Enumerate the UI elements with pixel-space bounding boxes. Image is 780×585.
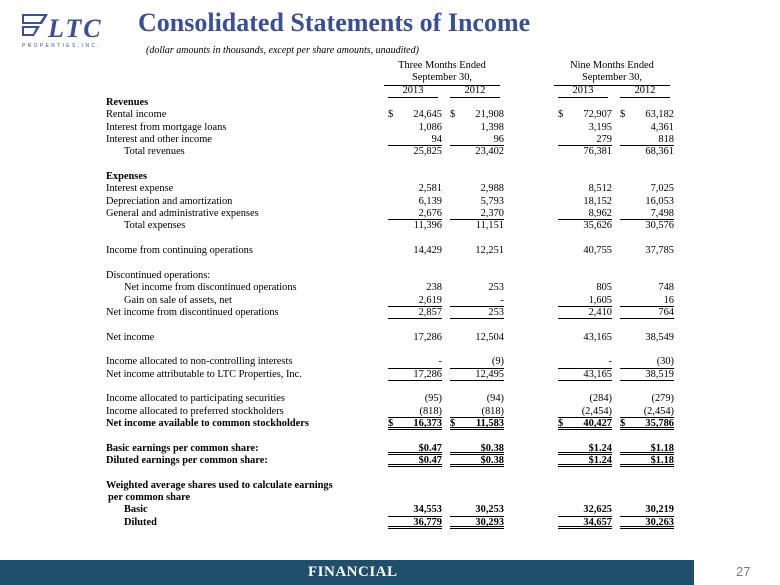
row-label: Net income bbox=[106, 331, 155, 343]
value-cell bbox=[620, 406, 674, 418]
column-header-row-2 bbox=[106, 72, 666, 84]
table-row bbox=[106, 368, 674, 381]
value-cell bbox=[388, 455, 442, 467]
row-label: Net income from discontinued operations bbox=[106, 306, 279, 318]
table-row bbox=[106, 306, 674, 319]
value-text: 24,645 bbox=[413, 109, 442, 121]
value-cell bbox=[620, 332, 674, 344]
value-cell bbox=[388, 208, 442, 220]
value-text: 36,779 bbox=[413, 516, 442, 528]
value-text: 764 bbox=[658, 306, 674, 318]
value-text: 2,676 bbox=[418, 208, 442, 220]
value-cell bbox=[450, 146, 504, 158]
value-cell bbox=[388, 134, 442, 146]
value-text: 30,253 bbox=[475, 504, 504, 516]
dollar-sign: $ bbox=[558, 417, 564, 429]
value-text: 14,429 bbox=[413, 245, 442, 257]
table-row bbox=[106, 393, 674, 405]
value-text: (284) bbox=[589, 393, 612, 405]
value-cell bbox=[388, 393, 442, 405]
three-months-header: Three Months Ended bbox=[398, 60, 486, 71]
value-cell bbox=[388, 122, 442, 134]
value-cell bbox=[558, 517, 612, 529]
value-cell bbox=[558, 393, 612, 405]
value-cell bbox=[558, 183, 612, 195]
income-statement-table bbox=[106, 60, 674, 529]
year-header-row bbox=[106, 85, 666, 97]
dollar-sign: $ bbox=[558, 109, 564, 121]
shares-heading-row bbox=[106, 492, 666, 504]
value-cell bbox=[450, 418, 504, 430]
footer-label: FINANCIAL bbox=[308, 564, 398, 580]
discontinued-heading: Discontinued operations: bbox=[106, 269, 211, 281]
value-text: 8,512 bbox=[588, 183, 612, 195]
value-cell bbox=[620, 109, 674, 121]
logo-subtext: P R O P E R T I E S , I N C . bbox=[22, 43, 100, 49]
spacer-row bbox=[106, 430, 666, 442]
value-text: 4,361 bbox=[650, 121, 674, 133]
table-row bbox=[106, 220, 674, 232]
value-text: 18,152 bbox=[583, 195, 612, 207]
page-subtitle: (dollar amounts in thousands, except per share amounts, unaudited) bbox=[146, 45, 419, 56]
value-text: 2,857 bbox=[418, 306, 442, 318]
value-text: 21,908 bbox=[475, 109, 504, 121]
table-row bbox=[106, 405, 674, 418]
value-text: 30,219 bbox=[645, 504, 674, 516]
value-text: - bbox=[438, 356, 442, 368]
spacer-row bbox=[106, 344, 666, 356]
value-cell bbox=[620, 183, 674, 195]
value-cell bbox=[620, 208, 674, 220]
value-cell bbox=[388, 109, 442, 121]
value-cell bbox=[388, 220, 442, 232]
dollar-sign: $ bbox=[388, 417, 394, 429]
value-cell bbox=[558, 295, 612, 307]
value-cell bbox=[450, 245, 504, 257]
value-cell bbox=[620, 134, 674, 146]
spacer-row bbox=[106, 258, 666, 270]
value-cell bbox=[620, 282, 674, 294]
value-text: $1.18 bbox=[650, 455, 674, 466]
value-text: 43,165 bbox=[583, 331, 612, 343]
value-cell bbox=[558, 208, 612, 220]
value-cell bbox=[450, 455, 504, 467]
value-cell bbox=[620, 455, 674, 467]
value-cell bbox=[388, 418, 442, 430]
value-cell bbox=[450, 393, 504, 405]
value-text: 1,398 bbox=[480, 121, 504, 133]
table-row bbox=[106, 294, 674, 307]
value-text: 30,263 bbox=[645, 516, 674, 528]
value-text: 279 bbox=[596, 134, 612, 146]
value-cell bbox=[558, 332, 612, 344]
value-text: 11,396 bbox=[413, 220, 442, 232]
table-row bbox=[106, 516, 674, 529]
value-text: 35,786 bbox=[645, 417, 674, 429]
row-label: Income allocated to participating securities bbox=[106, 393, 285, 405]
value-text: 25,825 bbox=[413, 146, 442, 158]
value-text: 8,962 bbox=[588, 208, 612, 220]
value-cell bbox=[450, 183, 504, 195]
spacer-row bbox=[106, 319, 666, 331]
value-cell bbox=[558, 504, 612, 516]
value-text: 11,583 bbox=[475, 417, 504, 429]
year-header: 2012 bbox=[450, 85, 500, 98]
three-months-period-header: September 30, bbox=[384, 72, 500, 85]
year-header: 2013 bbox=[558, 85, 608, 98]
value-cell bbox=[450, 369, 504, 381]
value-cell bbox=[558, 356, 612, 368]
table-row bbox=[106, 331, 674, 344]
spacer-row bbox=[106, 159, 666, 171]
value-text: 748 bbox=[658, 282, 674, 294]
value-text: $1.24 bbox=[588, 442, 612, 454]
value-text: 32,625 bbox=[583, 504, 612, 516]
value-text: 5,793 bbox=[480, 195, 504, 207]
page-number: 27 bbox=[736, 564, 751, 579]
spacer-row bbox=[106, 381, 666, 393]
table-row bbox=[106, 195, 674, 208]
value-text: 76,381 bbox=[583, 146, 612, 158]
value-text: $1.18 bbox=[650, 442, 674, 454]
value-text: 2,581 bbox=[418, 183, 442, 195]
row-label: General and administrative expenses bbox=[106, 208, 259, 220]
value-text: 2,988 bbox=[480, 183, 504, 195]
value-text: 16,053 bbox=[645, 195, 674, 207]
value-cell bbox=[450, 443, 504, 455]
value-text: 12,495 bbox=[475, 368, 504, 380]
value-cell bbox=[450, 134, 504, 146]
value-text: - bbox=[608, 356, 612, 368]
value-cell bbox=[558, 406, 612, 418]
table-row bbox=[106, 417, 674, 430]
revenues-heading: Revenues bbox=[106, 97, 149, 109]
value-cell bbox=[450, 332, 504, 344]
table-row bbox=[106, 504, 674, 516]
row-label: Rental income bbox=[106, 109, 167, 121]
year-header: 2012 bbox=[620, 85, 670, 98]
value-cell bbox=[620, 517, 674, 529]
row-label: Interest expense bbox=[106, 183, 174, 195]
row-label: Basic earnings per common share: bbox=[106, 442, 259, 454]
value-cell bbox=[388, 406, 442, 418]
value-text: $1.24 bbox=[588, 455, 612, 466]
row-label: Net income from discontinued operations bbox=[124, 282, 297, 294]
value-cell bbox=[620, 220, 674, 232]
dollar-sign: $ bbox=[388, 109, 394, 121]
value-text: 1,086 bbox=[418, 121, 442, 133]
value-cell bbox=[388, 295, 442, 307]
value-cell bbox=[620, 418, 674, 430]
value-text: (9) bbox=[491, 356, 504, 368]
table-row bbox=[106, 455, 674, 467]
value-cell bbox=[558, 443, 612, 455]
row-label: Income allocated to preferred stockholders bbox=[106, 405, 284, 417]
value-text: (2,454) bbox=[581, 405, 612, 417]
value-cell bbox=[620, 146, 674, 158]
value-text: $0.47 bbox=[418, 442, 442, 454]
value-cell bbox=[558, 418, 612, 430]
page-title: Consolidated Statements of Income bbox=[138, 8, 531, 37]
value-cell bbox=[620, 122, 674, 134]
value-cell bbox=[558, 134, 612, 146]
value-cell bbox=[388, 332, 442, 344]
value-text: 7,498 bbox=[650, 208, 674, 220]
table-row bbox=[106, 442, 674, 455]
value-cell bbox=[388, 146, 442, 158]
value-cell bbox=[388, 443, 442, 455]
value-cell bbox=[450, 517, 504, 529]
expenses-heading: Expenses bbox=[106, 171, 147, 183]
value-text: $0.38 bbox=[480, 455, 504, 466]
value-text: 34,553 bbox=[413, 504, 442, 516]
value-text: 35,626 bbox=[583, 220, 612, 232]
value-text: 2,619 bbox=[418, 294, 442, 306]
value-cell bbox=[388, 282, 442, 294]
value-text: 37,785 bbox=[645, 245, 674, 257]
value-cell bbox=[388, 504, 442, 516]
value-text: (818) bbox=[481, 405, 504, 417]
value-text: 63,182 bbox=[645, 109, 674, 121]
value-cell bbox=[620, 295, 674, 307]
value-text: (2,454) bbox=[643, 405, 674, 417]
value-cell bbox=[558, 455, 612, 467]
value-text: 11,151 bbox=[475, 220, 504, 232]
value-cell bbox=[450, 307, 504, 319]
section-heading bbox=[106, 270, 666, 282]
value-text: 40,427 bbox=[583, 417, 612, 429]
value-text: 16,373 bbox=[413, 417, 442, 429]
value-text: 30,293 bbox=[475, 516, 504, 528]
value-cell bbox=[450, 220, 504, 232]
row-label: Interest and other income bbox=[106, 134, 212, 146]
row-label: Diluted bbox=[124, 516, 157, 528]
value-text: 17,286 bbox=[413, 368, 442, 380]
value-cell bbox=[388, 183, 442, 195]
value-text: 43,165 bbox=[583, 368, 612, 380]
value-cell bbox=[620, 369, 674, 381]
value-text: 12,251 bbox=[475, 245, 504, 257]
value-cell bbox=[558, 146, 612, 158]
value-text: 94 bbox=[431, 134, 442, 146]
section-heading bbox=[106, 171, 666, 183]
table-row bbox=[106, 146, 674, 158]
value-cell bbox=[388, 356, 442, 368]
value-cell bbox=[558, 109, 612, 121]
value-cell bbox=[450, 282, 504, 294]
value-cell bbox=[620, 504, 674, 516]
value-text: 3,195 bbox=[588, 121, 612, 133]
value-text: 818 bbox=[658, 134, 674, 146]
logo-mark-icon bbox=[22, 14, 48, 36]
value-cell bbox=[620, 443, 674, 455]
value-text: 2,410 bbox=[588, 306, 612, 318]
value-text: 38,519 bbox=[645, 368, 674, 380]
row-label: Interest from mortgage loans bbox=[106, 121, 227, 133]
row-label: Net income attributable to LTC Properties, Inc. bbox=[106, 368, 302, 380]
value-cell bbox=[558, 196, 612, 208]
value-text: 38,549 bbox=[645, 331, 674, 343]
value-cell bbox=[450, 295, 504, 307]
value-cell bbox=[450, 356, 504, 368]
value-cell bbox=[388, 517, 442, 529]
value-cell bbox=[620, 356, 674, 368]
value-text: 253 bbox=[488, 306, 504, 318]
table-row bbox=[106, 282, 674, 294]
row-label: Depreciation and amortization bbox=[106, 195, 233, 207]
value-text: $0.38 bbox=[480, 442, 504, 454]
value-cell bbox=[620, 245, 674, 257]
value-cell bbox=[620, 307, 674, 319]
table-row bbox=[106, 134, 674, 146]
row-label: Total revenues bbox=[124, 146, 185, 158]
table-row bbox=[106, 109, 674, 121]
logo-letters: LTC bbox=[48, 14, 103, 43]
year-header: 2013 bbox=[388, 85, 438, 98]
value-text: 2,370 bbox=[480, 208, 504, 220]
row-label: Income from continuing operations bbox=[106, 245, 253, 257]
dollar-sign: $ bbox=[450, 417, 456, 429]
value-cell bbox=[388, 196, 442, 208]
column-header-row-1 bbox=[106, 60, 666, 72]
value-text: (95) bbox=[424, 393, 442, 405]
row-label: Total expenses bbox=[124, 220, 186, 232]
value-cell bbox=[558, 220, 612, 232]
value-text: 23,402 bbox=[475, 146, 504, 158]
table-row bbox=[106, 208, 674, 220]
value-cell bbox=[450, 109, 504, 121]
nine-months-period-header: September 30, bbox=[554, 72, 670, 85]
dollar-sign: $ bbox=[450, 109, 456, 121]
shares-heading-row bbox=[106, 480, 666, 492]
value-text: 68,361 bbox=[645, 146, 674, 158]
value-cell bbox=[558, 282, 612, 294]
value-text: 40,755 bbox=[583, 245, 612, 257]
value-cell bbox=[388, 245, 442, 257]
value-text: (279) bbox=[651, 393, 674, 405]
table-row bbox=[106, 356, 674, 368]
value-cell bbox=[558, 245, 612, 257]
value-text: 253 bbox=[488, 282, 504, 294]
value-cell bbox=[558, 122, 612, 134]
ltc-logo bbox=[22, 12, 118, 50]
value-text: 1,605 bbox=[588, 294, 612, 306]
row-label: Gain on sale of assets, net bbox=[124, 294, 232, 306]
value-text: 34,657 bbox=[583, 516, 612, 528]
value-text: 6,139 bbox=[418, 195, 442, 207]
shares-heading-line-1: Weighted average shares used to calculate earnings bbox=[106, 479, 333, 491]
value-text: (818) bbox=[419, 405, 442, 417]
value-cell bbox=[450, 504, 504, 516]
value-cell bbox=[558, 369, 612, 381]
table-row bbox=[106, 121, 674, 134]
value-text: 16 bbox=[663, 294, 674, 306]
table-row bbox=[106, 183, 674, 195]
value-text: 805 bbox=[596, 282, 612, 294]
table-row bbox=[106, 245, 674, 257]
value-text: 72,907 bbox=[583, 109, 612, 121]
value-text: 7,025 bbox=[650, 183, 674, 195]
value-cell bbox=[620, 393, 674, 405]
value-cell bbox=[450, 122, 504, 134]
row-label: Basic bbox=[124, 504, 148, 516]
row-label: Diluted earnings per common share: bbox=[106, 455, 268, 466]
value-cell bbox=[450, 208, 504, 220]
value-cell bbox=[620, 196, 674, 208]
value-text: (94) bbox=[486, 393, 504, 405]
value-text: 17,286 bbox=[413, 331, 442, 343]
row-label: Net income available to common stockholders bbox=[106, 417, 309, 429]
value-cell bbox=[388, 307, 442, 319]
spacer-row bbox=[106, 467, 666, 479]
value-cell bbox=[450, 196, 504, 208]
value-text: (30) bbox=[656, 356, 674, 368]
value-text: 12,504 bbox=[475, 331, 504, 343]
value-cell bbox=[558, 307, 612, 319]
value-text: 96 bbox=[493, 134, 504, 146]
value-text: $0.47 bbox=[418, 455, 442, 466]
dollar-sign: $ bbox=[620, 417, 626, 429]
value-text: 238 bbox=[426, 282, 442, 294]
value-cell bbox=[388, 369, 442, 381]
shares-heading-line-2: per common share bbox=[108, 492, 191, 504]
row-label: Income allocated to non-controlling interests bbox=[106, 356, 293, 368]
section-heading bbox=[106, 97, 666, 109]
spacer-row bbox=[106, 233, 666, 245]
value-text: 30,576 bbox=[645, 220, 674, 232]
value-text: - bbox=[500, 294, 504, 306]
dollar-sign: $ bbox=[620, 109, 626, 121]
nine-months-header: Nine Months Ended bbox=[570, 60, 654, 71]
value-cell bbox=[450, 406, 504, 418]
